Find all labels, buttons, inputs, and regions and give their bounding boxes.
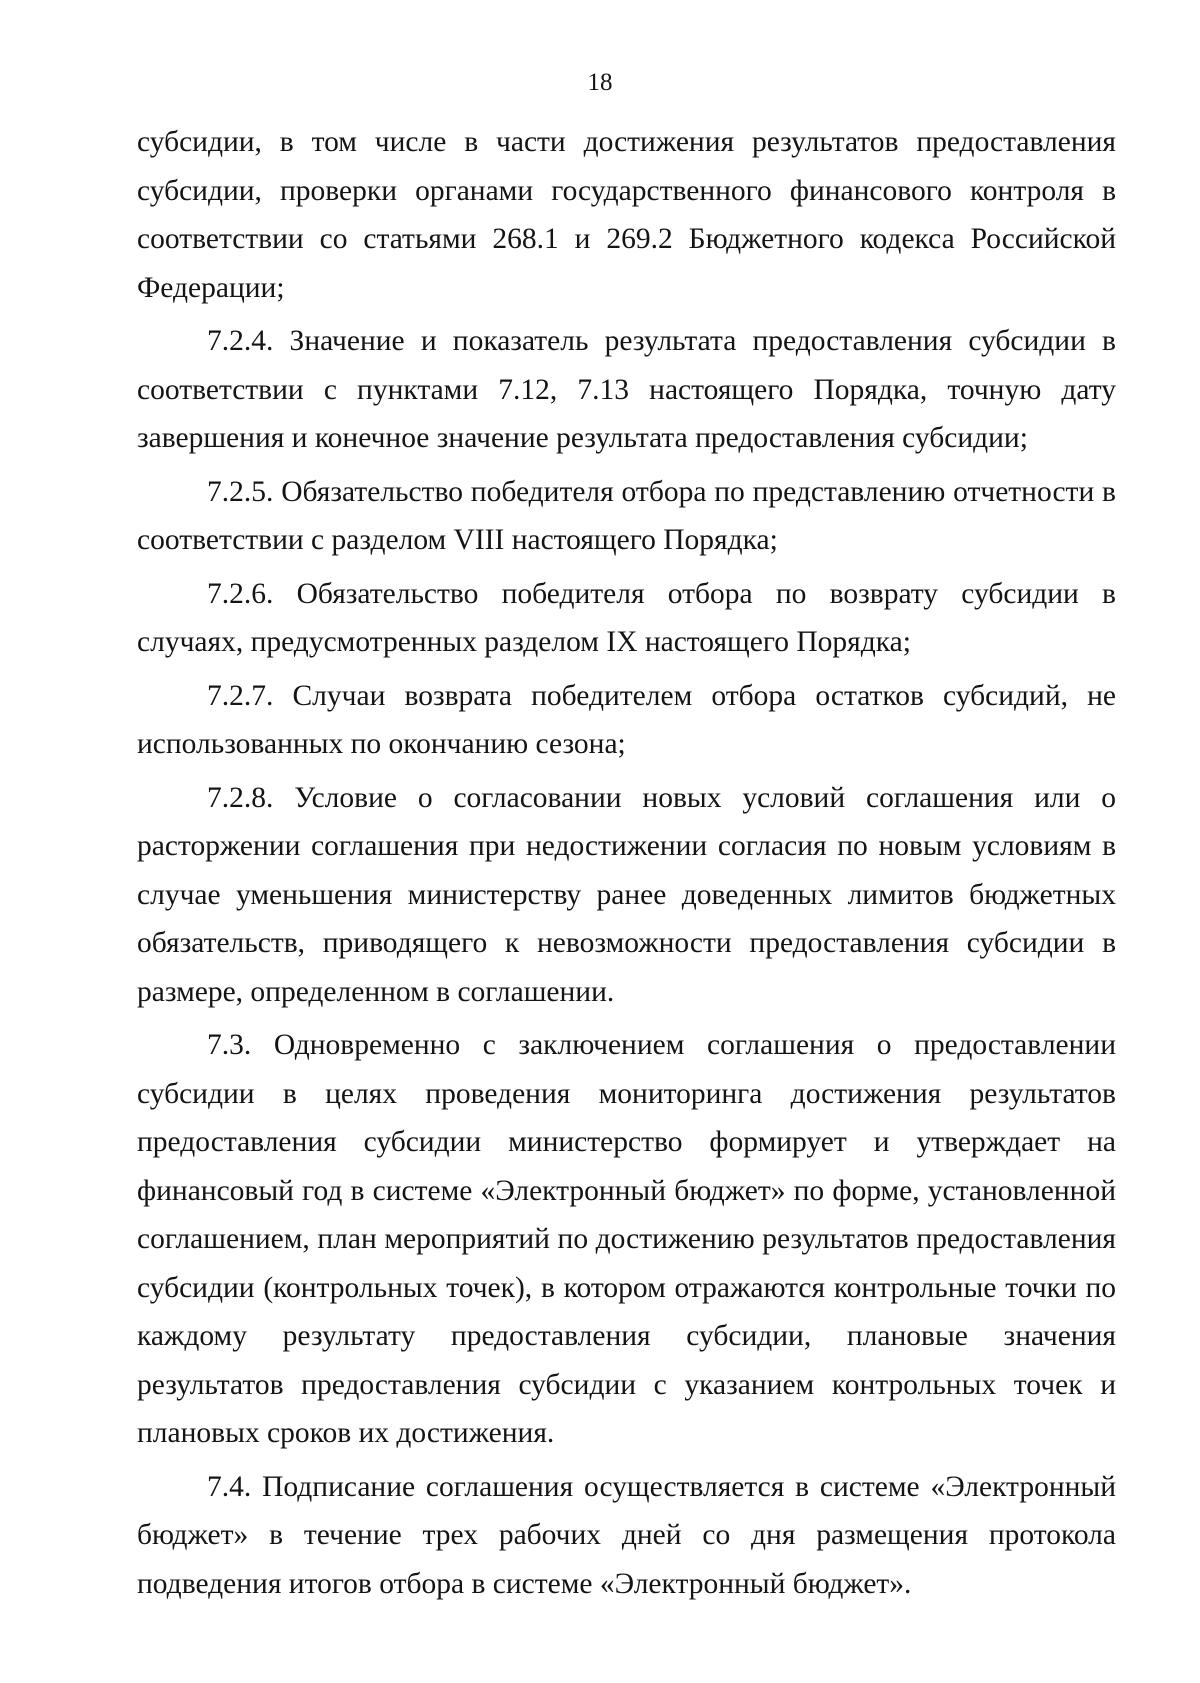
page-number: 18 [587, 69, 613, 96]
paragraph-7-2-7: 7.2.7. Случаи возврата победителем отбора остатков субсидий, не использованных по окончанию сезона; [137, 679, 1116, 760]
paragraph-7-4: 7.4. Подписание соглашения осуществляется в системе «Электронный бюджет» в течение трех рабочих дней со дня размещения протокола подведения итогов отбора в системе «Электронный бюджет». [137, 1470, 1116, 1600]
paragraph-7-2-6: 7.2.6. Обязательство победителя отбора по возврату субсидии в случаях, предусмотренных разделом IX настоящего Порядка; [137, 577, 1116, 658]
paragraph-continuation: субсидии, в том числе в части достижения результатов предоставления субсидии, проверки органами государственного финансового контроля в соответствии со статьями 268.1 и 269.2 Бюджетного кодекса Российской Федерации; [137, 126, 1116, 304]
paragraph-7-2-5: 7.2.5. Обязательство победителя отбора по представлению отчетности в соответствии с разделом VIII настоящего Порядка; [137, 475, 1116, 556]
paragraph-7-2-8: 7.2.8. Условие о согласовании новых условий соглашения или о расторжении соглашения при недостижении согласия по новым условиям в случае уменьшения министерству ранее доведенных лимитов бюджетных обязательств, приводящего к невозможности предоставления субсидии в размере, определенном в соглашении. [137, 781, 1116, 1008]
document-body [137, 118, 1116, 1611]
paragraph-7-3: 7.3. Одновременно с заключением соглашения о предоставлении субсидии в целях проведения мониторинга достижения результатов предоставления субсидии министерство формирует и утверждает на финансовый год в системе «Электронный бюджет» по форме, установленной соглашением, план мероприятий по достижению результатов предоставления субсидии (контрольных точек), в котором отражаются контрольные точки по каждому результату предоставления субсидии, плановые значения результатов предоставления субсидии с указанием контрольных точек и плановых сроков их достижения. [137, 1029, 1116, 1449]
paragraph-7-2-4: 7.2.4. Значение и показатель результата предоставления субсидии в соответствии с пунктами 7.12, 7.13 настоящего Порядка, точную дату завершения и конечное значение результата предоставления субсидии; [137, 325, 1116, 454]
